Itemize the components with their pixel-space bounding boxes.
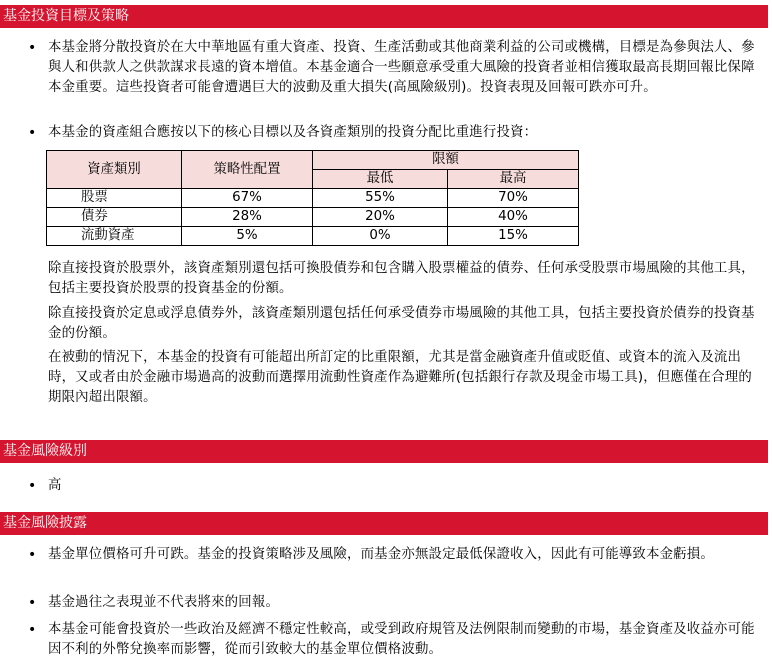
table-row: [47, 189, 579, 208]
risk-disclosure-bullet-1: 基金單位價格可升可跌。基金的投資策略涉及風險，而基金亦無設定最低保證收入，因此有可能導致本金虧損。: [48, 547, 714, 562]
section-header-risk-level: 基金風險級別: [0, 440, 768, 463]
bullet-icon: •: [28, 595, 37, 611]
risk-level-value: 高: [48, 478, 62, 493]
cell-asset: 股票: [47, 189, 182, 208]
risk-disclosure-bullet-3: 本基金可能會投資於一些政治及經濟不穩定性較高，或受到政府規管及法例限制而變動的市場，基金資產及收益亦可能因不利的外幣兌換率而影響，從而引致較大的基金單位價格波動。: [48, 622, 755, 657]
objective-bullet-1: 本基金將分散投資於在大中華地區有重大資產、投資、生產活動或其他商業利益的公司或機構，目標是為參與法人、參與人和供款人之供款謀求長遠的資本增值。本基金適合一些願意承受重大風險的投資者並相信獲取最高長期回報比保障本金重要。這些投資者可能會遭遇巨大的波動及重大損失(高風險級別)。投資表現及回報可跌亦可升。: [48, 40, 755, 95]
bullet-icon: •: [28, 622, 37, 638]
col-header-limit: 限額: [313, 151, 579, 170]
col-header-min: 最低: [313, 170, 448, 189]
cell-min: 0%: [313, 227, 448, 246]
cell-strategic: 28%: [182, 208, 313, 227]
objective-paragraph-2: 除直接投資於定息或浮息債券外，該資產類別還包括任何承受債券市場風險的其他工具，包括主要投資於債券的投資基金的份額。: [48, 306, 755, 341]
objective-paragraph-3: 在被動的情況下，本基金的投資有可能超出所訂定的比重限額，尤其是當金融資產升值或貶值、或資本的流入及流出時，又或者由於金融市場過高的波動而選擇用流動性資產作為避難所(包括銀行存款及現金市場工具)，但應僅在合理的期限內超出限額。: [48, 350, 752, 405]
cell-strategic: 67%: [182, 189, 313, 208]
cell-strategic: 5%: [182, 227, 313, 246]
section-header-risk-disclosure: 基金風險披露: [0, 512, 768, 535]
cell-asset: 債券: [47, 208, 182, 227]
table-row: [47, 227, 579, 246]
table-row: [47, 208, 579, 227]
cell-asset: 流動資產: [47, 227, 182, 246]
cell-max: 15%: [448, 227, 579, 246]
cell-min: 20%: [313, 208, 448, 227]
col-header-asset-class: 資產類別: [47, 151, 182, 189]
bullet-icon: •: [28, 125, 37, 141]
objective-bullet-2: 本基金的資產組合應按以下的核心目標以及各資產類別的投資分配比重進行投資：: [48, 125, 538, 140]
cell-max: 40%: [448, 208, 579, 227]
risk-disclosure-bullet-2: 基金過往之表現並不代表將來的回報。: [48, 595, 280, 610]
bullet-icon: •: [28, 478, 37, 494]
bullet-icon: •: [28, 40, 37, 56]
bullet-icon: •: [28, 547, 37, 563]
objective-paragraph-1: 除直接投資於股票外，該資產類別還包括可換股債券和包含購入股票權益的債券、任何承受股票市場風險的其他工具，包括主要投資於股票的投資基金的份額。: [48, 261, 755, 296]
allocation-table: [46, 150, 579, 246]
cell-min: 55%: [313, 189, 448, 208]
section-header-objectives: 基金投資目標及策略: [0, 5, 768, 28]
col-header-max: 最高: [448, 170, 579, 189]
col-header-strategic: 策略性配置: [182, 151, 313, 189]
cell-max: 70%: [448, 189, 579, 208]
